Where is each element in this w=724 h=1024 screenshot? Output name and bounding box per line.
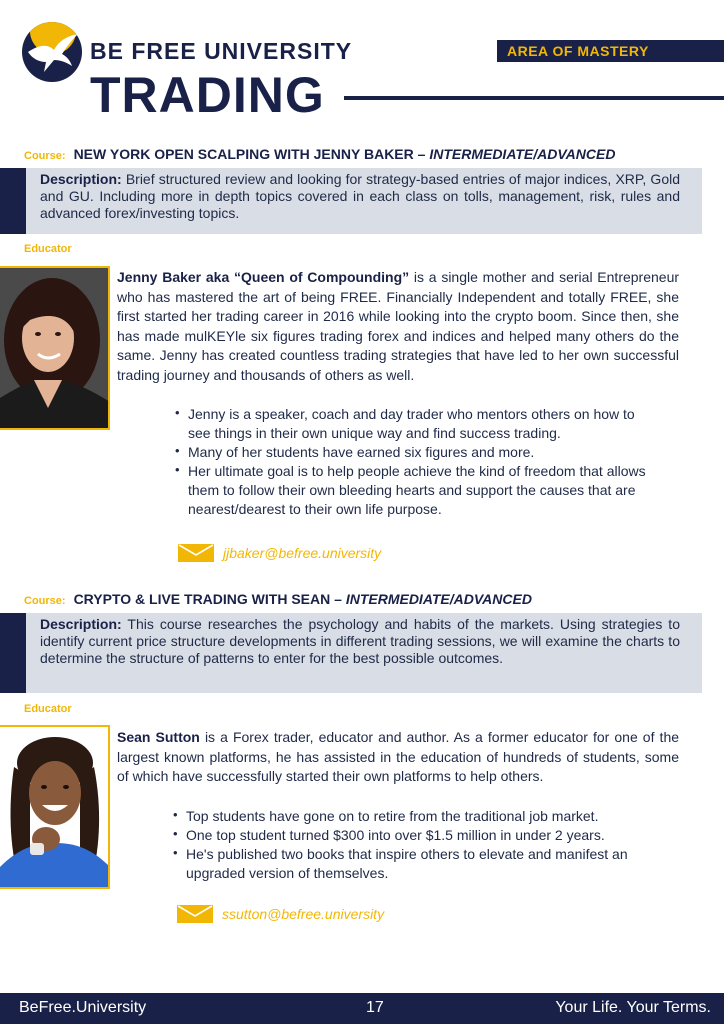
portrait-jenny [0,268,110,430]
course-description [40,168,680,226]
course-heading [24,146,615,162]
list-item: • Many of her students have earned six figures and more. [175,443,675,462]
educator-label: Educator [24,703,72,715]
course-heading [24,591,532,607]
course-level: INTERMEDIATE/ADVANCED [345,591,532,607]
page-footer [0,993,724,1024]
description-text: Brief structured review and looking for strategy-based entries of major indices, XRP, Gold and GU. Including more in depth topics covered in each class on tolls, management, risk, rules and advanced forex/investing topics. [40,171,681,221]
envelope-icon [177,905,213,923]
educator-photo [0,266,110,430]
educator-email[interactable]: jjbaker@befree.university [223,545,382,561]
page-number: 17 [366,999,384,1016]
educator-bio-text: is a single mother and serial Entrepreneur who has mastered the art of being FREE. Financially Independent and totally FREE, she first started her trading career in 2016 while looking into the crypto boom. Since then, she has made mulKEYle six figures trading forex and indices and helped many others do the same. Jenny has created countless trading strategies that have led to her own successful trading journey and thousands of others as well. [117,269,680,383]
educator-bio [117,268,679,385]
educator-name: Jenny Baker aka “Queen of Compounding” [117,269,410,285]
description-label: Description: [40,616,122,632]
envelope-icon [178,544,214,562]
title-divider [344,96,724,100]
university-name: BE FREE UNIVERSITY [90,38,353,64]
description-text: This course researches the psychology and habits of the markets. Using strategies to identify current price structure developments in different trading sessions, we will examine the charts to determine the structure of patterns to enter for the best possible outcomes. [40,616,680,666]
list-item: • Top students have gone on to retire from the traditional job market. [173,807,603,826]
course-label: Course: [24,150,66,162]
eagle-icon [22,22,82,82]
page-title: TRADING [90,67,325,123]
description-accent-bar [0,613,26,693]
description-label: Description: [40,171,122,187]
list-item: • One top student turned $300 into over $1.5 million in under 2 years. [173,826,683,845]
list-item: • Jenny is a speaker, coach and day trader who mentors others on how to see things in their own unique way and find success trading. [175,405,660,443]
email-row [178,544,381,562]
educator-email[interactable]: ssutton@befree.university [222,906,385,922]
educator-highlights [173,807,683,883]
educator-bio [117,728,679,787]
course-name: NEW YORK OPEN SCALPING WITH JENNY BAKER – [73,146,426,162]
course-name: CRYPTO & LIVE TRADING WITH SEAN – [73,591,342,607]
educator-photo [0,725,110,889]
course-level: INTERMEDIATE/ADVANCED [429,146,616,162]
area-of-mastery-badge: AREA OF MASTERY [497,40,724,62]
logo [22,22,82,82]
list-item: • He's published two books that inspire others to elevate and manifest an upgraded version of themselves. [173,845,633,883]
course-description [40,613,680,671]
footer-site: BeFree.University [19,999,147,1016]
educator-label: Educator [24,243,72,255]
educator-highlights [175,405,675,519]
course-description-box [0,613,702,693]
course-description-box [0,168,702,234]
educator-bio-text: is a Forex trader, educator and author. As a former educator for one of the largest known platforms, he has assisted in the education of hundreds of students, some of which have successfully started their own platforms to help others. [117,729,680,784]
email-row [177,905,384,923]
description-accent-bar [0,168,26,234]
course-label: Course: [24,595,66,607]
footer-tagline: Your Life. Your Terms. [555,999,711,1016]
educator-name: Sean Sutton [117,729,200,745]
portrait-sean [0,727,110,889]
list-item: • Her ultimate goal is to help people achieve the kind of freedom that allows them to follow their own bleeding hearts and support the causes that are nearest/dearest to their own life purpose. [175,462,675,519]
